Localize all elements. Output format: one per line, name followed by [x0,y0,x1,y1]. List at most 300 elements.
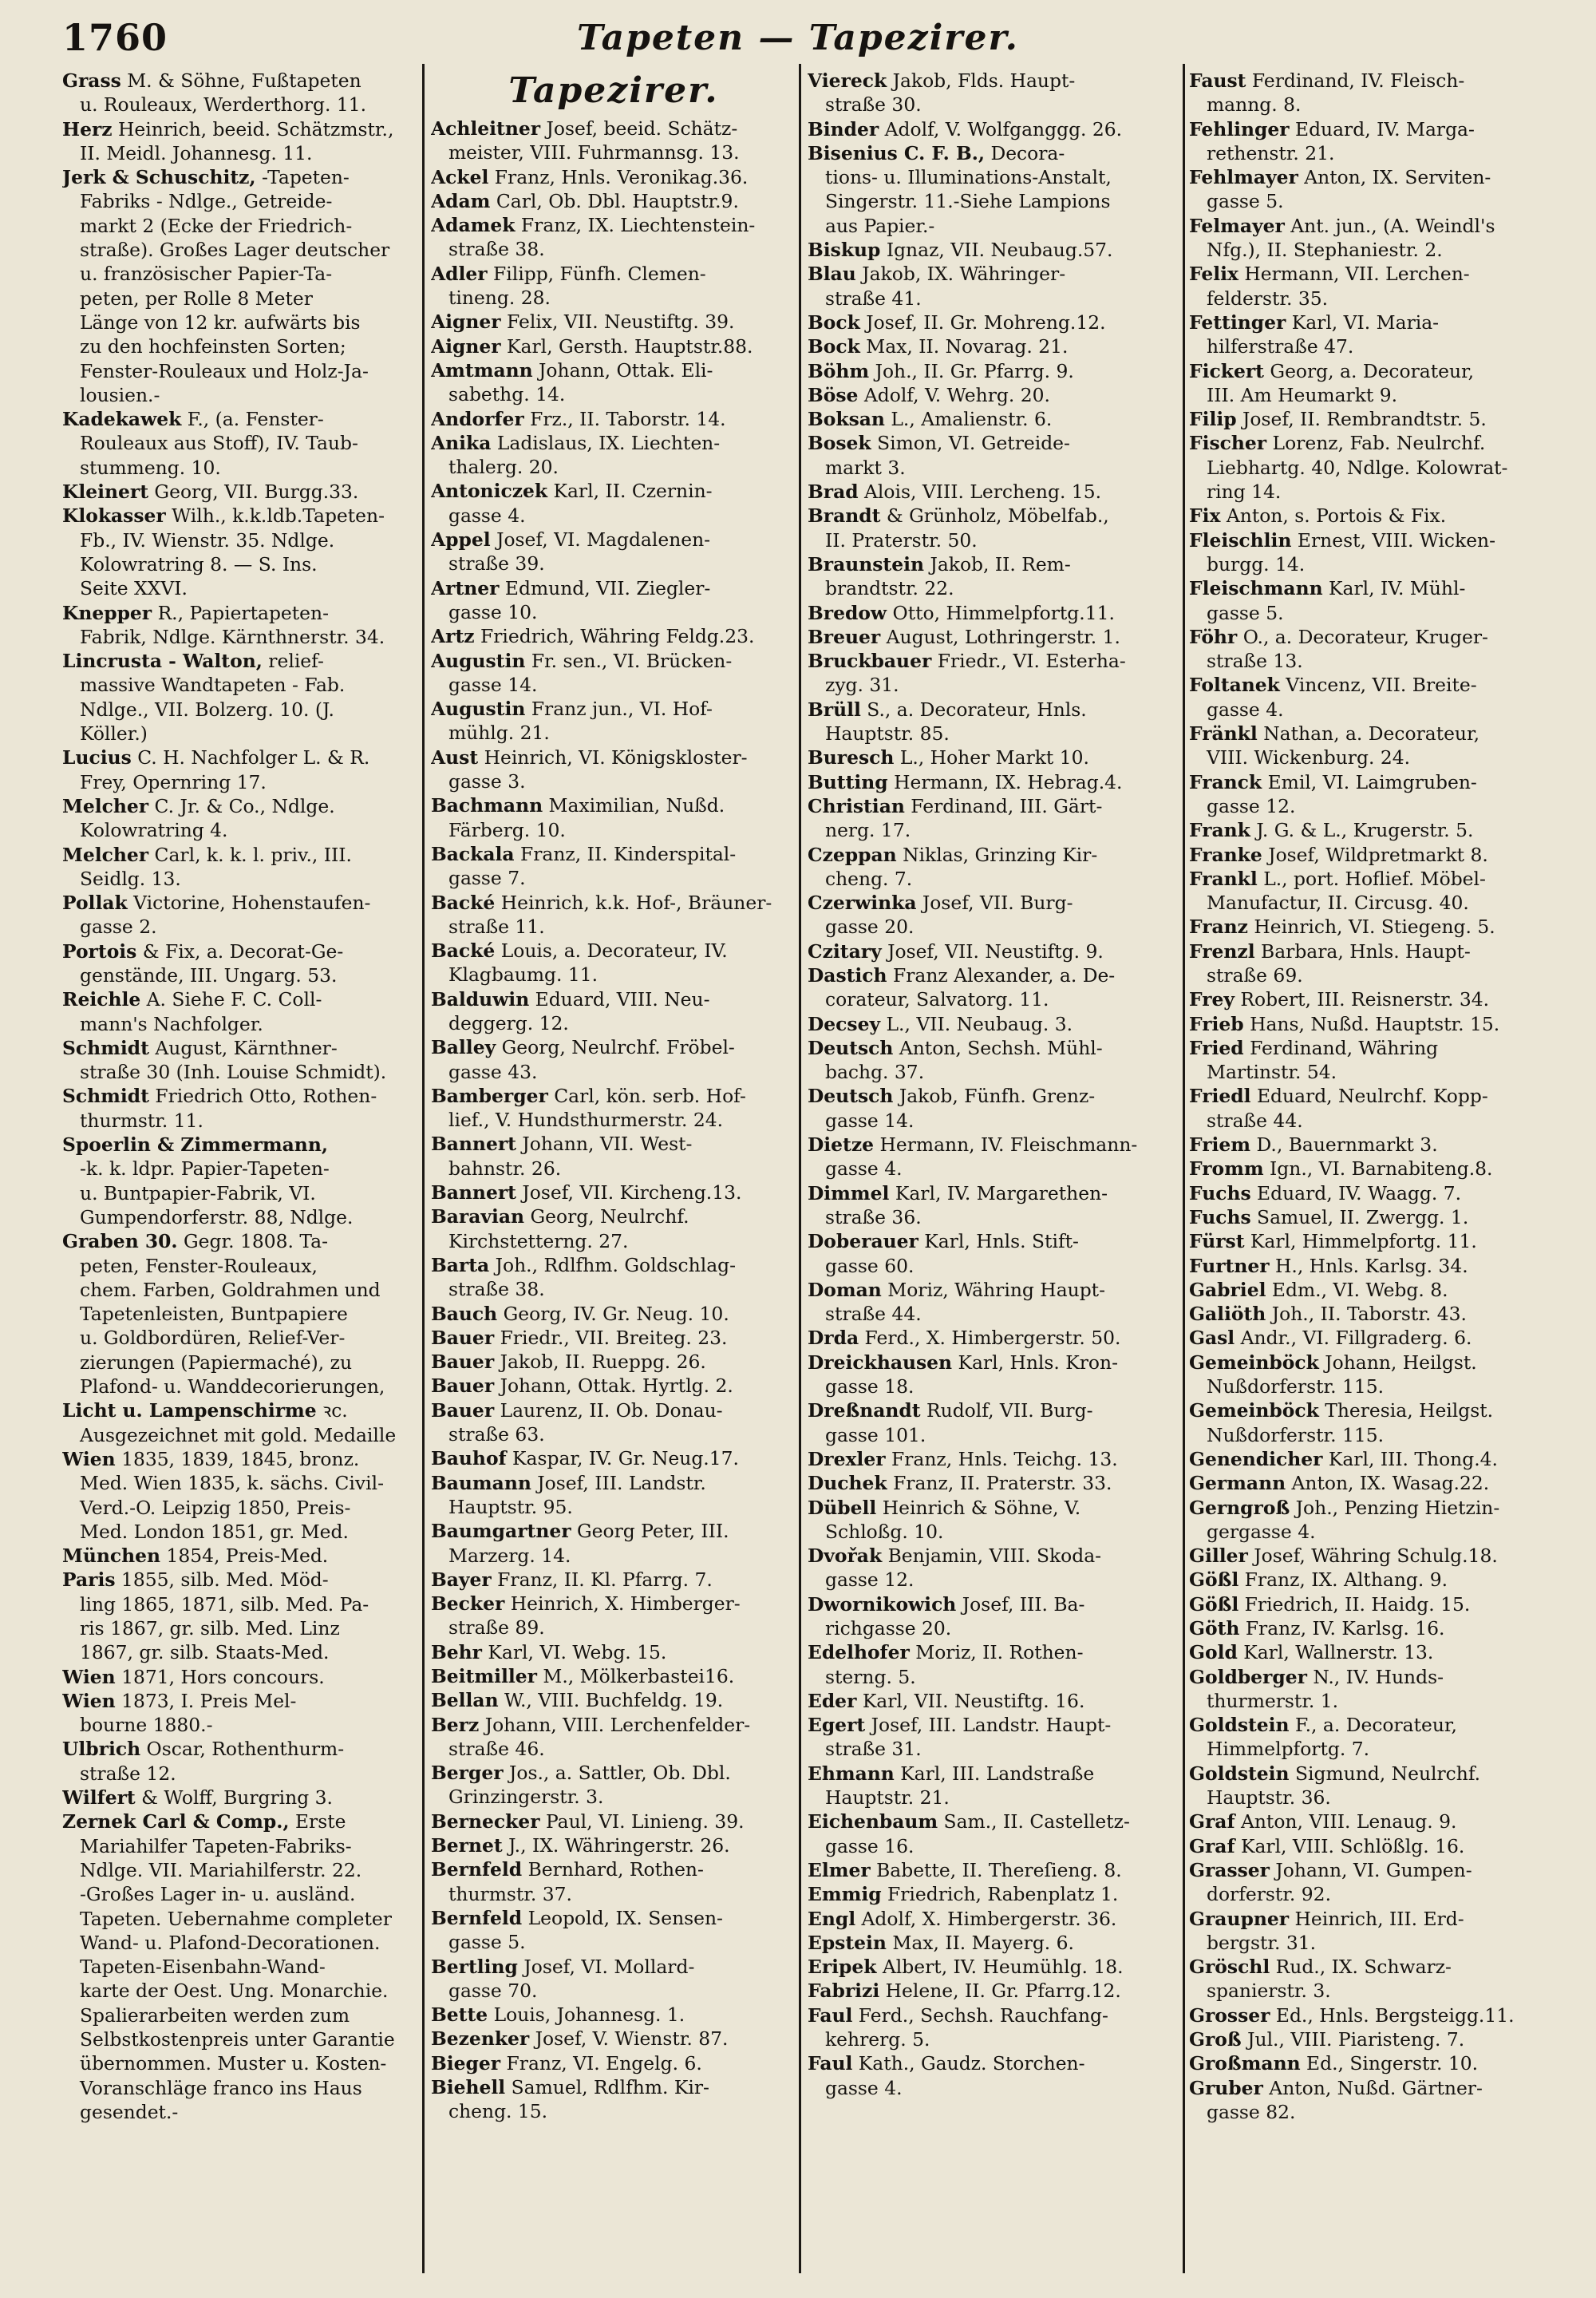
entry-text: Josef, III. Ba- [956,1592,1085,1616]
entry-continuation [62,915,418,939]
entry-name: Graf [1189,1810,1235,1833]
entry-text: gasse 60. [825,1254,915,1277]
entry-name: Bezenker [431,2027,530,2051]
entry-continuation [808,1616,1179,1640]
entry-continuation [431,1785,796,1809]
entry-name: Goldberger [1189,1665,1307,1688]
entry-continuation [1189,141,1574,165]
entry-text: Laurenz, II. Ob. Donau- [494,1398,723,1422]
entry-continuation [62,262,418,286]
directory-entry [62,1810,418,1833]
entry-text: Karl, Hnls. Stift- [918,1230,1079,1253]
directory-entry [431,1906,796,1930]
directory-entry [1189,1278,1574,1302]
directory-entry [1189,1858,1574,1882]
directory-entry [808,383,1179,407]
entry-name: Reichle [62,988,141,1011]
entry-name: Ackel [431,165,489,188]
entry-text: Heinrich, VI. Königskloster- [478,746,748,769]
entry-text: Seidlg. 13. [80,867,181,890]
entry-continuation [62,310,418,334]
entry-continuation [808,818,1179,842]
entry-text: gasse 7. [448,867,526,890]
entry-continuation [431,1544,796,1568]
directory-entry [808,625,1179,649]
entry-text: thalerg. 20. [448,456,559,479]
entry-name: Balduwin [431,987,530,1011]
entry-text: Max, II. Novarag. 21. [859,335,1069,358]
entry-text: Bernhard, Rothen- [522,1858,704,1881]
entry-text: Eduard, IV. Marga- [1289,117,1475,140]
entry-name: Dreickhausen [808,1351,953,1374]
entry-text: Georg, IV. Gr. Neug. 10. [497,1302,729,1325]
entry-text: peten, Fenster-Rouleaux, [80,1254,318,1277]
entry-text: gasse 101. [825,1423,926,1446]
directory-entry [808,1229,1179,1253]
entry-text: deggerg. 12. [448,1011,569,1034]
entry-text: Färberg. 10. [448,818,566,841]
entry-name: Baravian [431,1205,525,1228]
entry-name: Balley [431,1036,496,1059]
entry-continuation [431,1229,796,1253]
directory-entry [1189,1351,1574,1374]
directory-entry [1189,310,1574,334]
entry-text: August, Kärnthner- [148,1036,338,1059]
entry-text: Decora- [985,141,1065,164]
entry-continuation [1189,891,1574,915]
entry-text: Hermann, IV. Fleischmann- [874,1133,1138,1157]
entry-text: Friedrich Otto, Rothen- [148,1085,377,1108]
entry-text: tions- u. Illuminations-Anstalt, [825,166,1112,189]
entry-text: & Grünholz, Möbelfab., [880,504,1109,528]
directory-entry [1189,867,1574,891]
entry-continuation [62,1302,418,1326]
entry-text: straße 36. [825,1205,922,1228]
entry-text: hilferstraße 47. [1207,335,1354,358]
entry-name: Czerwinka [808,892,917,915]
entry-text: brandtstr. 22. [825,577,954,600]
entry-text: gasse 3. [448,770,526,793]
entry-text: stummeng. 10. [80,456,221,479]
entry-continuation [431,1060,796,1084]
directory-entry [431,1132,796,1156]
entry-name: Wien [62,1665,116,1688]
directory-entry [1189,1205,1574,1229]
entry-continuation [431,1737,796,1761]
entry-name: Bertling [431,1955,518,1978]
directory-entry [431,1302,796,1326]
directory-entry [431,213,796,237]
entry-text: Joh., Penzing Hietzin- [1290,1496,1500,1519]
entry-text: Ferdinand, Währing [1243,1036,1439,1059]
entry-name: Dübell [808,1496,877,1519]
entry-text: Länge von 12 kr. aufwärts bis [80,310,361,334]
entry-text: Georg, Neulrchf. Fröbel- [496,1036,735,1059]
entry-text: Kath., Gaudz. Storchen- [852,2052,1085,2075]
entry-text: relief- [262,650,324,673]
entry-continuation [62,1012,418,1036]
entry-text: Franz jun., VI. Hof- [525,698,713,721]
entry-text: Leopold, IX. Sensen- [522,1906,723,1929]
entry-text: Sigmund, Neulrchf. [1289,1762,1481,1785]
entry-continuation [808,1834,1179,1858]
entry-text: Josef, Währing Schulg.18. [1247,1545,1498,1568]
entry-text: Martinstr. 54. [1207,1061,1337,1084]
entry-name: München [62,1545,161,1568]
directory-entry [1189,1084,1574,1108]
entry-text: Georg, Neulrchf. [524,1205,689,1228]
entry-name: Föhr [1189,625,1238,648]
entry-name: Fehlmayer [1189,166,1298,189]
entry-name: Herz [62,117,113,140]
entry-continuation [62,818,418,842]
entry-name: Buresch [808,746,895,769]
entry-continuation [62,770,418,794]
entry-text: Joh., II. Taborstr. 43. [1266,1303,1467,1326]
column-2 [431,69,796,2272]
entry-continuation [431,237,796,261]
directory-entry [62,117,418,141]
directory-entry [1189,1640,1574,1664]
directory-entry [808,1447,1179,1471]
entry-name: Kadekawek [62,408,182,431]
entry-text: Joh., II. Gr. Pfarrg. 9. [869,359,1074,382]
entry-text: Georg, a. Decorateur, [1263,359,1475,382]
entry-text: gasse 5. [1207,601,1284,624]
entry-continuation [1189,1737,1574,1761]
entry-continuation [1189,287,1574,310]
entry-continuation [1189,1882,1574,1906]
entry-name: Fuchs [1189,1181,1251,1204]
entry-text: Karl, Hnls. Kron- [952,1351,1118,1374]
entry-continuation [808,915,1179,939]
entry-text: Josef, VII. Kircheng.13. [516,1181,742,1204]
directory-entry [808,359,1179,383]
entry-text: ling 1865, 1871, silb. Med. Pa- [80,1592,369,1616]
entry-text: S., a. Decorateur, Hnls. [860,698,1087,721]
entry-text: Ign., VI. Barnabiteng.8. [1263,1157,1493,1181]
entry-name: Elmer [808,1858,871,1881]
entry-text: straße 44. [1207,1109,1303,1132]
entry-text: gasse 82. [1207,2100,1296,2123]
directory-entry [62,987,418,1011]
entry-continuation [62,1374,418,1398]
entry-text: Friedrich, Währing Feldg.23. [474,625,755,648]
entry-name: Czeppan [808,843,897,866]
entry-name: Bauer [431,1374,495,1398]
directory-entry [62,1786,418,1810]
entry-text: Gegr. 1808. Ta- [177,1230,328,1253]
directory-entry [431,1253,796,1277]
directory-entry [1189,1254,1574,1278]
directory-entry [431,528,796,552]
entry-text: Heinrich & Söhne, V. [876,1496,1081,1519]
directory-entry [431,1833,796,1857]
entry-name: Grass [62,69,121,92]
entry-text: Niklas, Grinzing Kir- [896,843,1098,866]
entry-text: Marzerg. 14. [448,1544,571,1567]
entry-continuation [431,866,796,890]
entry-text: Otto, Himmelpfortg.11. [887,601,1115,624]
entry-name: Bieger [431,2051,501,2075]
entry-text: gasse 43. [448,1060,538,1083]
entry-text: gasse 14. [825,1109,915,1132]
entry-text: L., port. Hoflief. Möbel- [1257,867,1486,890]
entry-text: Wand- u. Plafond-Decorationen. [80,1931,381,1954]
entry-continuation [808,867,1179,891]
directory-entry [808,310,1179,334]
entry-text: Louis, a. Decorateur, IV. [495,939,728,963]
entry-name: Eripek [808,1956,877,1979]
directory-entry [1189,625,1574,649]
directory-entry [808,746,1179,769]
entry-text: Schloßg. 10. [825,1520,944,1543]
entry-name: Graupner [1189,1907,1290,1930]
entry-text: lousien.- [80,383,160,406]
directory-entry [431,1810,796,1833]
entry-text: Anton, IX. Wasag.22. [1286,1472,1490,1495]
directory-entry [62,165,418,189]
entry-name: Lucius [62,746,132,769]
directory-entry [1189,722,1574,746]
entry-text: Verd.-O. Leipzig 1850, Preis- [80,1496,351,1519]
column-3 [808,69,1179,2272]
entry-text: Felix, VII. Neustiftg. 39. [500,310,735,334]
directory-entry [62,1568,418,1592]
entry-text: F., a. Decorateur, [1289,1714,1457,1737]
entry-name: Bauer [431,1351,495,1374]
entry-name: Doman [808,1278,882,1301]
entry-name: Bosek [808,432,871,455]
directory-entry [808,794,1179,818]
directory-entry [431,1374,796,1398]
entry-name: Giller [1189,1545,1248,1568]
entry-continuation [1189,1931,1574,1955]
entry-continuation [62,1060,418,1084]
entry-text: Georg, VII. Burgg.33. [148,481,359,504]
entry-text: H., Hnls. Karlsg. 34. [1269,1254,1468,1277]
entry-text: F., (a. Fenster- [181,408,324,431]
entry-name: Grosser [1189,2003,1270,2027]
entry-text: u. Rouleaux, Werderthorg. 11. [80,93,367,117]
entry-text: kehrerg. 5. [825,2028,930,2051]
entry-text: u. Goldbordüren, Relief-Ver- [80,1327,346,1350]
entry-name: Artz [431,625,475,648]
directory-entry [1189,214,1574,238]
entry-text: richgasse 20. [825,1617,952,1639]
directory-entry [62,1665,418,1689]
entry-name: Epstein [808,1931,887,1954]
entry-continuation [431,1277,796,1301]
directory-entry [1189,504,1574,528]
entry-name: Bamberger [431,1084,548,1107]
directory-entry [1189,359,1574,383]
entry-name: Anika [431,431,492,454]
entry-text: Josef, II. Rembrandtstr. 5. [1236,408,1487,431]
entry-text: L., Amalienstr. 6. [884,408,1053,431]
entry-continuation [431,721,796,745]
entry-text: Josef, V. Wienstr. 87. [529,2027,729,2051]
entry-text: gesendet.- [80,2100,179,2123]
directory-entry [431,1181,796,1204]
entry-name: Groß [1189,2028,1242,2051]
directory-entry [808,431,1179,455]
directory-entry [62,1737,418,1761]
entry-text: Rudolf, VII. Burg- [920,1399,1093,1422]
entry-continuation [62,1882,418,1906]
entry-text: dorferstr. 92. [1207,1883,1332,1906]
directory-entry [1189,1544,1574,1568]
entry-name: Melcher [62,843,149,866]
entry-continuation [808,1060,1179,1084]
entry-text: Adolf, V. Wehrg. 20. [858,383,1050,406]
entry-text: mühlg. 21. [448,722,550,745]
directory-entry [808,407,1179,431]
entry-name: Augustin [431,698,526,721]
entry-text: Med. Wien 1835, k. sächs. Civil- [80,1472,384,1495]
entry-continuation [808,93,1179,117]
entry-continuation [1189,794,1574,818]
entry-text: Anton, Sechsh. Mühl- [893,1036,1103,1059]
directory-entry [1189,262,1574,286]
entry-text: Ed., Hnls. Bergsteigg.11. [1270,2003,1515,2027]
directory-entry [808,963,1179,987]
entry-text: gasse 4. [448,504,526,527]
entry-text: massive Wandtapeten - Fab. [80,674,346,697]
entry-name: Augustin [431,649,526,672]
directory-entry [1189,1157,1574,1181]
entry-text: Helene, II. Gr. Pfarrg.12. [879,1980,1121,2003]
entry-name: Friedl [1189,1085,1251,1108]
entry-text: zierungen (Papiermaché), zu [80,1351,353,1374]
directory-entry [1189,2076,1574,2100]
entry-text: Hauptstr. 95. [448,1495,573,1518]
entry-continuation [62,2003,418,2027]
entry-text: Jakob, IX. Währinger- [855,263,1066,286]
entry-continuation [431,382,796,406]
entry-continuation [62,1955,418,1979]
directory-entry [1189,165,1574,189]
directory-entry [808,334,1179,358]
directory-entry [62,746,418,769]
entry-name: Dwornikowich [808,1592,957,1616]
entry-text: Johann, Ottak. Eli- [532,358,713,382]
entry-name: Bannert [431,1133,516,1156]
entry-text: Josef, III. Landstr. Haupt- [865,1714,1112,1737]
directory-entry [431,1035,796,1059]
entry-text: Albert, IV. Heumühlg. 18. [876,1956,1124,1979]
directory-entry [431,1761,796,1785]
entry-name: Backala [431,842,515,865]
entry-text: straße 13. [1207,650,1303,673]
entry-text: Theresia, Heilgst. [1318,1399,1494,1422]
directory-entry [808,2051,1179,2075]
entry-name: Eichenbaum [808,1810,938,1833]
entry-text: Friedrich, II. Haidg. 15. [1238,1592,1471,1616]
entry-continuation [62,1254,418,1278]
entry-text: Frey, Opernring 17. [80,770,267,793]
entry-text: Ernest, VIII. Wicken- [1291,528,1496,552]
entry-name: Frankl [1189,867,1258,890]
entry-continuation [1189,456,1574,480]
entry-text: 1873, I. Preis Mel- [115,1689,297,1712]
entry-text: straße 39. [448,552,545,575]
entry-name: Becker [431,1592,505,1616]
entry-name: Fleischmann [1189,577,1323,600]
entry-continuation [62,1520,418,1544]
directory-entry [431,479,796,503]
entry-text: Seite XXVI. [80,577,188,600]
entry-text: II. Meidl. Johannesg. 11. [80,141,313,164]
entry-name: Backé [431,891,496,914]
entry-name: Christian [808,794,905,817]
entry-text: gasse 12. [825,1568,915,1592]
entry-name: Bruckbauer [808,650,932,673]
directory-entry [431,987,796,1011]
entry-text: J., IX. Währingerstr. 26. [502,1834,730,1857]
entry-continuation [62,552,418,576]
entry-name: Gößl [1189,1592,1239,1616]
entry-text: gasse 12. [1207,794,1296,817]
entry-text: Franz, IV. Karlsg. 16. [1239,1617,1445,1639]
entry-name: Artner [431,576,500,599]
entry-continuation [1189,1423,1574,1447]
directory-entry [1189,1665,1574,1689]
entry-text: u. Buntpapier-Fabrik, VI. [80,1181,316,1204]
entry-name: Furtner [1189,1254,1270,1277]
directory-entry [431,1955,796,1979]
entry-text: Rud., IX. Schwarz- [1270,1956,1452,1979]
entry-name: Barta [431,1253,490,1276]
entry-name: Frieb [1189,1012,1244,1035]
entry-text: Eduard, IV. Waagg. 7. [1250,1181,1462,1204]
entry-text: Vincenz, VII. Breite- [1279,674,1477,697]
entry-text: gasse 18. [825,1375,915,1398]
entry-text: gasse 5. [1207,190,1284,213]
entry-continuation [1189,1520,1574,1544]
directory-entry [1189,1181,1574,1205]
entry-text: Franz, II. Kinderspital- [514,842,737,865]
entry-continuation [808,1665,1179,1689]
directory-entry [808,1882,1179,1906]
entry-continuation [62,238,418,262]
directory-entry [431,165,796,189]
entry-text: A. Siehe F. C. Coll- [140,988,322,1011]
entry-text: Carl, Ob. Dbl. Hauptstr.9. [490,189,739,212]
entry-continuation [62,1858,418,1882]
entry-continuation [62,722,418,746]
entry-name: Franz [1189,916,1248,939]
entry-text: Karl, IV. Mühl- [1322,577,1466,600]
entry-text: Adolf, V. Wolfganggg. 26. [879,117,1123,140]
entry-name: Bernecker [431,1810,540,1833]
entry-text: Gumpendorferstr. 88, Ndlge. [80,1205,354,1228]
entry-name: Dimmel [808,1181,890,1204]
entry-name: Faul [808,2003,853,2027]
entry-text: Oscar, Rothenthurm- [140,1738,345,1761]
entry-text: Jakob, Flds. Haupt- [887,69,1076,92]
directory-entry [1189,1471,1574,1495]
directory-entry [431,310,796,334]
entry-name: Graf [1189,1834,1235,1857]
directory-entry [431,842,796,866]
entry-text: thurmstr. 37. [448,1882,572,1905]
entry-name: Dreßnandt [808,1399,921,1422]
entry-continuation [808,214,1179,238]
entry-text: II. Praterstr. 50. [825,528,978,552]
entry-name: Melcher [62,794,149,817]
directory-entry [431,2027,796,2051]
